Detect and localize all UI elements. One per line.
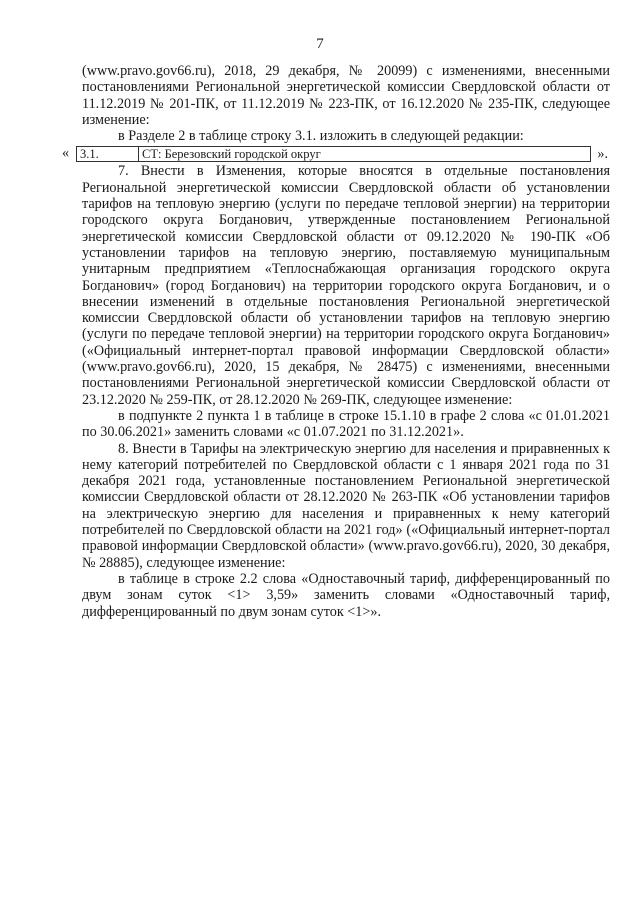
paragraph-continuation: (www.pravo.gov66.ru), 2018, 29 декабря, № 20099) с изменениями, внесенными постановлениями Региональной энергетической комиссии Свердловской области от 11.12.2019 № 201-ПК, от 11.12.2019 № 223-ПК, от 16.12.2020 № 235-ПК, следующее изменение: (82, 63, 610, 128)
table-cell-number: 3.1. (77, 147, 139, 161)
page-number: 7 (316, 36, 324, 52)
table-row-3-1 (62, 145, 610, 163)
paragraph-item-8: 8. Внести в Тарифы на электрическую энергию для населения и приравненных к нему категорий потребителей по Свердловской области с 1 января 2021 года по 31 декабря 2021 года, установленные постановлением Региональной энергетической комиссии Свердловской области от 28.12.2020 № 263-ПК «Об установлении тарифов на электрическую энергию для населения и приравненных к нему категорий потребителей по Свердловской области на 2021 год» («Официальный интернет-портал правовой информации Свердловской области» (www.pravo.gov66.ru), 2020, 30 декабря, № 28885), следующее изменение: (82, 440, 610, 571)
paragraph-section-2-instruction: в Разделе 2 в таблице строку 3.1. изложить в следующей редакции: (118, 128, 524, 145)
paragraph-item-7-subpoint: в подпункте 2 пункта 1 в таблице в строке 15.1.10 в графе 2 слова «с 01.01.2021 по 30.06.2021» заменить словами «с 01.07.2021 по 31.12.2021». (82, 407, 610, 441)
close-quote: ». (597, 146, 608, 163)
open-quote: « (62, 145, 70, 162)
paragraph-item-7: 7. Внести в Изменения, которые вносятся в отдельные постановления Региональной энергетической комиссии Свердловской области об установлении тарифов на тепловую энергию (услуги по передаче тепловой энергии) на территории городского округа Богданович, утвержденные постановлением Региональной энергетической комиссии Свердловской области от 09.12.2020 № 190-ПК «Об установлении тарифов на тепловую энергию, поставляемую муниципальным унитарным предприятием «Теплоснабжающая организация городского округа Богданович» (город Богданович) на территории городского округа Богданович, и о внесении изменений в отдельные постановления Региональной энергетической комиссии Свердловской области об установлении тарифов на тепловую энергию (услуги по передаче тепловой энергии) на территории городского округа Богданович» («Официальный интернет-портал правовой информации Свердловской области» (www.pravo.gov66.ru), 2020, 15 декабря, № 28475) с изменениями, внесенными постановлениями Региональной энергетической комиссии Свердловской области от 23.12.2020 № 259-ПК, от 28.12.2020 № 269-ПК, следующее изменение: (82, 163, 610, 408)
inline-table (76, 146, 591, 162)
table-cell-text: СТ: Березовский городской округ (142, 147, 321, 162)
paragraph-item-8-change: в таблице в строке 2.2 слова «Одноставочный тариф, дифференцированный по двум зонам суток <1> 3,59» заменить словами «Одноставочный тариф, дифференцированный по двум зонам суток <1>». (82, 570, 610, 620)
document-body (62, 63, 610, 620)
